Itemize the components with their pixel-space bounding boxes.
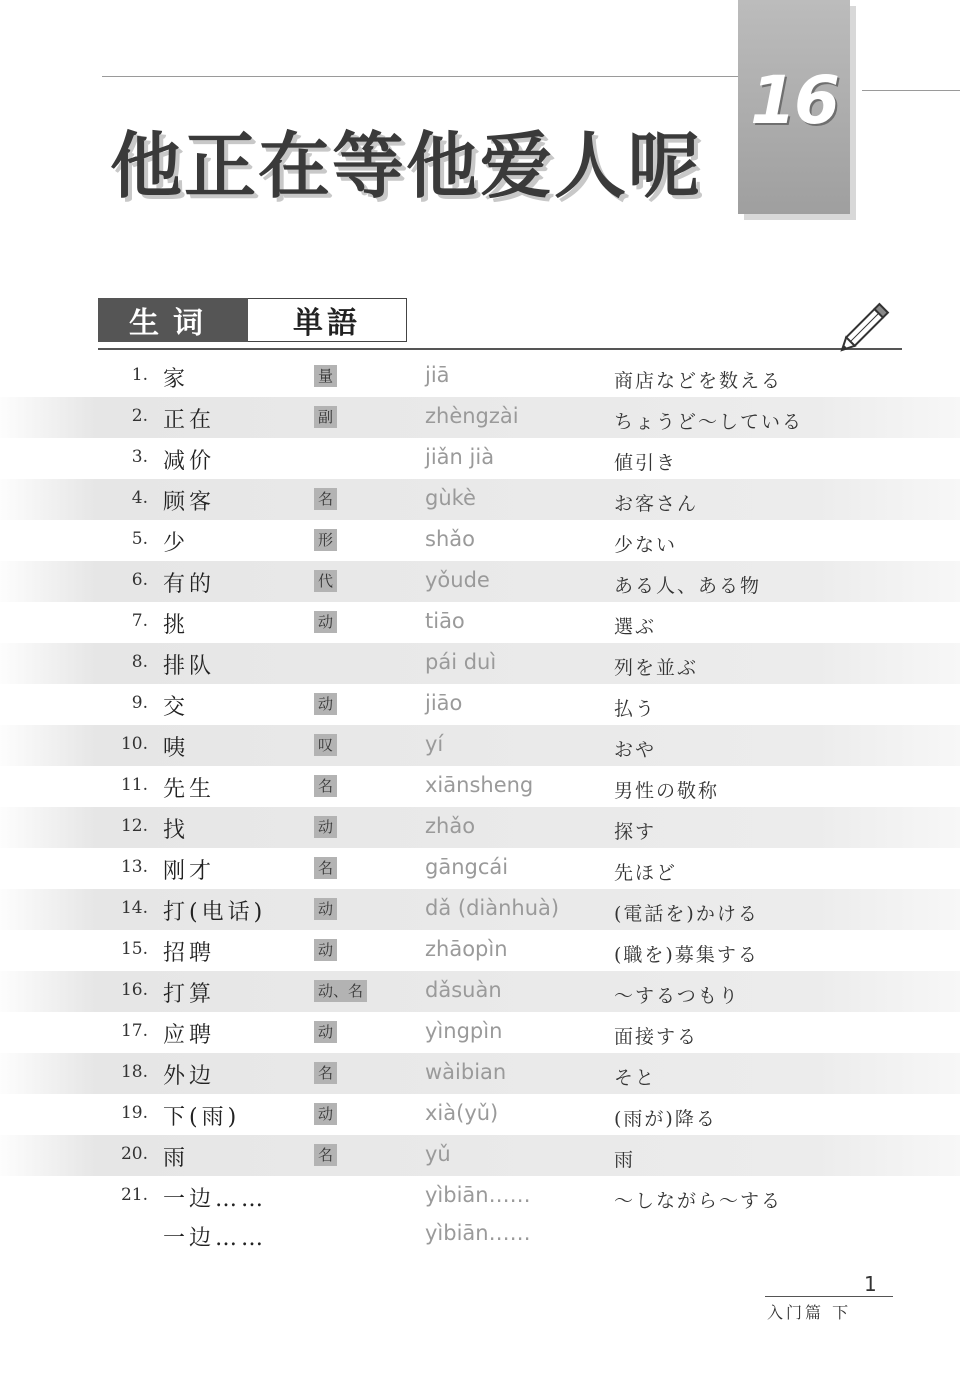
part-of-speech-badge: 名 <box>314 775 337 797</box>
part-of-speech-badge: 动 <box>314 1021 337 1043</box>
vocab-word: 咦 <box>163 736 190 761</box>
vocab-meaning: (雨が)降る <box>614 1108 717 1130</box>
vocab-number: 9. <box>131 693 148 713</box>
part-of-speech-badge: 动、名 <box>314 980 367 1002</box>
part-of-speech-badge: 名 <box>314 1144 337 1166</box>
vocab-pinyin: zhāopìn <box>425 937 508 961</box>
vocab-meaning: 先ほど <box>614 862 678 884</box>
vocab-pinyin: zhǎo <box>425 814 476 838</box>
vocab-pinyin: jiā <box>425 363 450 387</box>
part-of-speech-badge: 动 <box>314 816 337 838</box>
vocab-pinyin: tiāo <box>425 609 465 633</box>
part-of-speech-badge: 形 <box>314 529 337 551</box>
vocab-meaning: 値引き <box>614 452 678 474</box>
vocab-row <box>0 725 960 766</box>
vocab-number: 3. <box>131 447 148 467</box>
vocab-number: 1. <box>131 365 148 385</box>
section-label-zh: 生词 <box>98 298 248 342</box>
vocab-row <box>0 1176 960 1217</box>
vocab-number: 2. <box>131 406 148 426</box>
page-rule <box>765 1296 893 1297</box>
vocab-number: 4. <box>131 488 148 508</box>
vocab-word: 雨 <box>163 1146 190 1171</box>
vocab-pinyin: xià(yǔ) <box>425 1101 499 1125</box>
vocab-word: 下(雨) <box>163 1105 241 1130</box>
vocab-number: 5. <box>131 529 148 549</box>
vocab-row <box>0 848 960 889</box>
vocab-word: 少 <box>163 531 190 556</box>
part-of-speech-badge: 名 <box>314 488 337 510</box>
vocab-meaning: 商店などを数える <box>614 370 783 392</box>
vocab-number: 13. <box>120 857 148 877</box>
vocab-pinyin: gāngcái <box>425 855 509 879</box>
vocab-word: 顾客 <box>163 490 216 515</box>
page-number: 1 <box>864 1272 877 1296</box>
part-of-speech-badge: 叹 <box>314 734 337 756</box>
vocab-row <box>0 684 960 725</box>
vocab-word: 正在 <box>163 408 216 433</box>
vocab-number: 8. <box>131 652 148 672</box>
vocab-word: 交 <box>163 695 190 720</box>
section-label-ja: 単語 <box>248 298 407 342</box>
vocab-word: 一边…… <box>163 1187 268 1212</box>
vocab-word: 应聘 <box>163 1023 216 1048</box>
vocab-pinyin: yí <box>425 732 444 756</box>
vocab-number: 7. <box>131 611 148 631</box>
vocab-pinyin: yìbiān…… <box>425 1183 531 1207</box>
vocab-meaning: ある人、ある物 <box>614 575 762 597</box>
vocab-number: 16. <box>120 980 148 1000</box>
vocab-word: 减价 <box>163 449 216 474</box>
vocab-row <box>0 766 960 807</box>
vocab-word: 一边…… <box>163 1226 268 1251</box>
vocab-row <box>0 602 960 643</box>
vocab-meaning: 少ない <box>614 534 678 556</box>
vocab-pinyin: yǔ <box>425 1142 451 1166</box>
vocab-pinyin: dǎ (diànhuà) <box>425 896 560 920</box>
vocab-number: 6. <box>131 570 148 590</box>
vocab-row <box>0 930 960 971</box>
vocab-row <box>0 397 960 438</box>
part-of-speech-badge: 动 <box>314 898 337 920</box>
part-of-speech-badge: 名 <box>314 857 337 879</box>
vocab-pinyin: jiǎn jià <box>425 445 495 469</box>
vocab-pinyin: shǎo <box>425 527 475 551</box>
book-name: 入门篇 下 <box>767 1303 852 1322</box>
part-of-speech-badge: 名 <box>314 1062 337 1084</box>
vocab-number: 12. <box>120 816 148 836</box>
vocab-row-continuation <box>0 1217 960 1258</box>
vocab-pinyin: gùkè <box>425 486 476 510</box>
vocab-pinyin: yǒude <box>425 568 490 592</box>
vocab-meaning: 列を並ぶ <box>614 657 699 679</box>
vocab-word: 打算 <box>163 982 216 1007</box>
vocab-row <box>0 643 960 684</box>
vocab-row <box>0 479 960 520</box>
vocab-row <box>0 1012 960 1053</box>
section-header <box>98 298 407 342</box>
vocab-meaning: 面接する <box>614 1026 699 1048</box>
vocab-row <box>0 438 960 479</box>
vocab-row <box>0 520 960 561</box>
vocab-meaning: ～しながら～する <box>614 1190 783 1212</box>
vocab-meaning: ～するつもり <box>614 985 740 1007</box>
section-rule <box>98 348 902 350</box>
vocab-row <box>0 889 960 930</box>
vocab-pinyin: dǎsuàn <box>425 978 502 1002</box>
vocab-pinyin: yìngpìn <box>425 1019 503 1043</box>
vocab-pinyin: zhèngzài <box>425 404 519 428</box>
vocab-word: 家 <box>163 367 190 392</box>
vocab-row <box>0 1135 960 1176</box>
part-of-speech-badge: 量 <box>314 365 337 387</box>
lesson-number: 16 <box>750 62 838 139</box>
vocab-meaning: (職を)募集する <box>614 944 759 966</box>
vocab-word: 打(电话) <box>163 900 267 925</box>
vocab-meaning: おや <box>614 739 657 761</box>
vocab-word: 挑 <box>163 613 190 638</box>
vocab-row <box>0 971 960 1012</box>
vocab-number: 20. <box>120 1144 148 1164</box>
vocab-word: 刚才 <box>163 859 216 884</box>
vocab-number: 19. <box>120 1103 148 1123</box>
vocab-number: 21. <box>120 1185 148 1205</box>
vocab-word: 找 <box>163 818 190 843</box>
vocab-pinyin: wàibian <box>425 1060 507 1084</box>
vocab-number: 18. <box>120 1062 148 1082</box>
vocab-row <box>0 561 960 602</box>
top-rule-right <box>862 90 960 91</box>
lesson-number-tab <box>738 0 850 214</box>
pencil-icon <box>836 298 896 354</box>
vocab-meaning: 払う <box>614 698 657 720</box>
part-of-speech-badge: 动 <box>314 939 337 961</box>
vocab-meaning: そと <box>614 1067 657 1089</box>
vocab-row <box>0 1094 960 1135</box>
vocab-word: 有的 <box>163 572 216 597</box>
part-of-speech-badge: 动 <box>314 1103 337 1125</box>
vocab-word: 外边 <box>163 1064 216 1089</box>
vocab-pinyin: jiāo <box>425 691 463 715</box>
vocab-pinyin: yìbiān…… <box>425 1221 531 1245</box>
part-of-speech-badge: 代 <box>314 570 337 592</box>
vocab-meaning: 選ぶ <box>614 616 657 638</box>
vocab-word: 招聘 <box>163 941 216 966</box>
vocab-pinyin: xiānsheng <box>425 773 534 797</box>
part-of-speech-badge: 副 <box>314 406 337 428</box>
vocab-number: 15. <box>120 939 148 959</box>
vocab-meaning: 雨 <box>614 1149 636 1171</box>
vocab-row <box>0 807 960 848</box>
vocab-word: 排队 <box>163 654 216 679</box>
vocab-meaning: 男性の敬称 <box>614 780 720 802</box>
vocab-meaning: お客さん <box>614 493 699 515</box>
vocab-pinyin: pái duì <box>425 650 497 674</box>
vocab-number: 10. <box>120 734 148 754</box>
part-of-speech-badge: 动 <box>314 693 337 715</box>
vocab-number: 14. <box>120 898 148 918</box>
top-rule <box>102 76 738 77</box>
vocab-meaning: (電話を)かける <box>614 903 759 925</box>
vocab-row <box>0 356 960 397</box>
vocab-number: 11. <box>120 775 148 795</box>
vocab-meaning: 探す <box>614 821 657 843</box>
vocab-number: 17. <box>120 1021 148 1041</box>
vocab-row <box>0 1053 960 1094</box>
vocab-meaning: ちょうど～している <box>614 411 804 433</box>
vocab-word: 先生 <box>163 777 216 802</box>
part-of-speech-badge: 动 <box>314 611 337 633</box>
lesson-title: 他正在等他爱人呢 <box>110 124 703 208</box>
vocab-list <box>0 356 960 1258</box>
